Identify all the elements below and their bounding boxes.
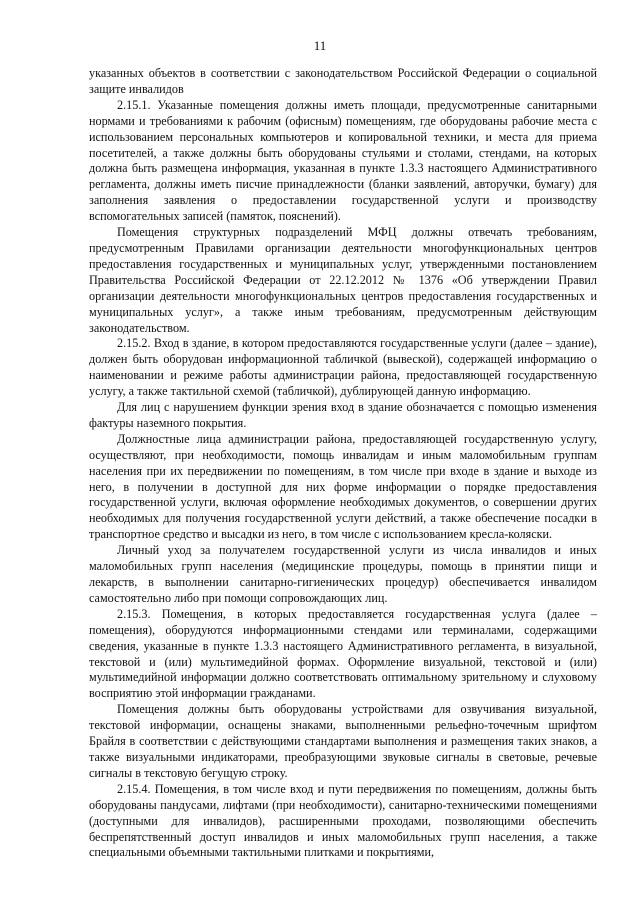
paragraph-mfc-requirements: Помещения структурных подразделений МФЦ должны отвечать требованиям, предусмотренным Правилами организации деятельности многофункциональных центров предоставления государственных и муниципальных услуг, утвержденными постановлением Правительства Российской Федерации от 22.12.2012 № 1376 «Об утверждении Правил организации деятельности многофункциональных центров предоставления государственных и муниципальных услуг», а также иным требованиям, предусмотренным действующим законодательством. bbox=[89, 225, 597, 335]
document-body bbox=[89, 66, 597, 861]
paragraph-vision-impaired: Для лиц с нарушением функции зрения вход в здание обозначается с помощью изменения фактуры наземного покрытия. bbox=[89, 400, 597, 430]
paragraph-2-15-2: 2.15.2. Вход в здание, в котором предоставляются государственные услуги (далее – здание), должен быть оборудован информационной табличкой (вывеской), содержащей информацию о наименовании и режиме работы администрации района, предоставляющей государственную услугу, а также тактильной схемой (табличкой), дублирующей данную информацию. bbox=[89, 336, 597, 399]
paragraph-2-15-3: 2.15.3. Помещения, в которых предоставляется государственная услуга (далее – помещения), оборудуются информационными стендами или терминалами, содержащими сведения, указанные в пункте 1.3.3 настоящего Административного регламента, в визуальной, текстовой и (или) мультимедийной формах. Оформление визуальной, текстовой и (или) мультимедийной информации должно соответствовать оптимальному зрительному и слуховому восприятию этой информации гражданами. bbox=[89, 606, 597, 701]
paragraph-2-15-1: 2.15.1. Указанные помещения должны иметь площади, предусмотренные санитарными нормами и требованиями к рабочим (офисным) помещениям, где оборудованы рабочие места с использованием персональных компьютеров и копировальной техники, и места для приема посетителей, а также должны быть оборудованы стульями и столами, стендами, на которых должна быть размещена информация, указанная в пункте 1.3.3 настоящего Административного регламента, должны иметь писчие принадлежности (бланки заявлений, авторучки, бумагу) для заполнения заявления о предоставлении государственной услуги и производству вспомогательных записей (памяток, пояснений). bbox=[89, 97, 597, 224]
paragraph-officials-assistance: Должностные лица администрации района, предоставляющей государственную услугу, осуществляют, при необходимости, помощь инвалидам и иным маломобильным группам населения при их передвижении по помещениям, в том числе при входе в здание и выходе из него, в получении в доступной для них форме информации о порядке предоставления государственной услуги, включая оформление необходимых документов, о совершении других необходимых для получения государственной услуги действий, а также обеспечение посадки в транспортное средство и высадки из него, в том числе с использованием кресла-коляски. bbox=[89, 431, 597, 542]
paragraph-personal-care: Личный уход за получателем государственной услуги из числа инвалидов и иных маломобильных групп населения (медицинские процедуры, помощь в принятии пищи и лекарств, в выполнении санитарно-гигиенических процедур) обеспечивается инвалидом самостоятельно либо при помощи сопровождающих лиц. bbox=[89, 543, 597, 605]
paragraph-2-15-4: 2.15.4. Помещения, в том числе вход и пути передвижения по помещениям, должны быть оборудованы пандусами, лифтами (при необходимости), санитарно-техническими помещениями (доступными для инвалидов), расширенными проходами, позволяющими обеспечить беспрепятственный доступ инвалидов и иных маломобильных групп населения, а также специальными объемными тактильными плитками и покрытиями, bbox=[89, 781, 597, 860]
paragraph-braille-equipment: Помещения должны быть оборудованы устройствами для озвучивания визуальной, текстовой информации, оснащены знаками, выполненными рельефно-точечным шрифтом Брайля в соответствии с действующими стандартами выполнения и размещения таких знаков, а также визуальными индикаторами, преобразующими звуковые сигналы в световые, речевые сигналы в текстовую бегущую строку. bbox=[89, 702, 597, 780]
page-number: 11 bbox=[313, 38, 327, 53]
paragraph-continuation: указанных объектов в соответствии с законодательством Российской Федерации о социальной защите инвалидов bbox=[89, 66, 597, 96]
